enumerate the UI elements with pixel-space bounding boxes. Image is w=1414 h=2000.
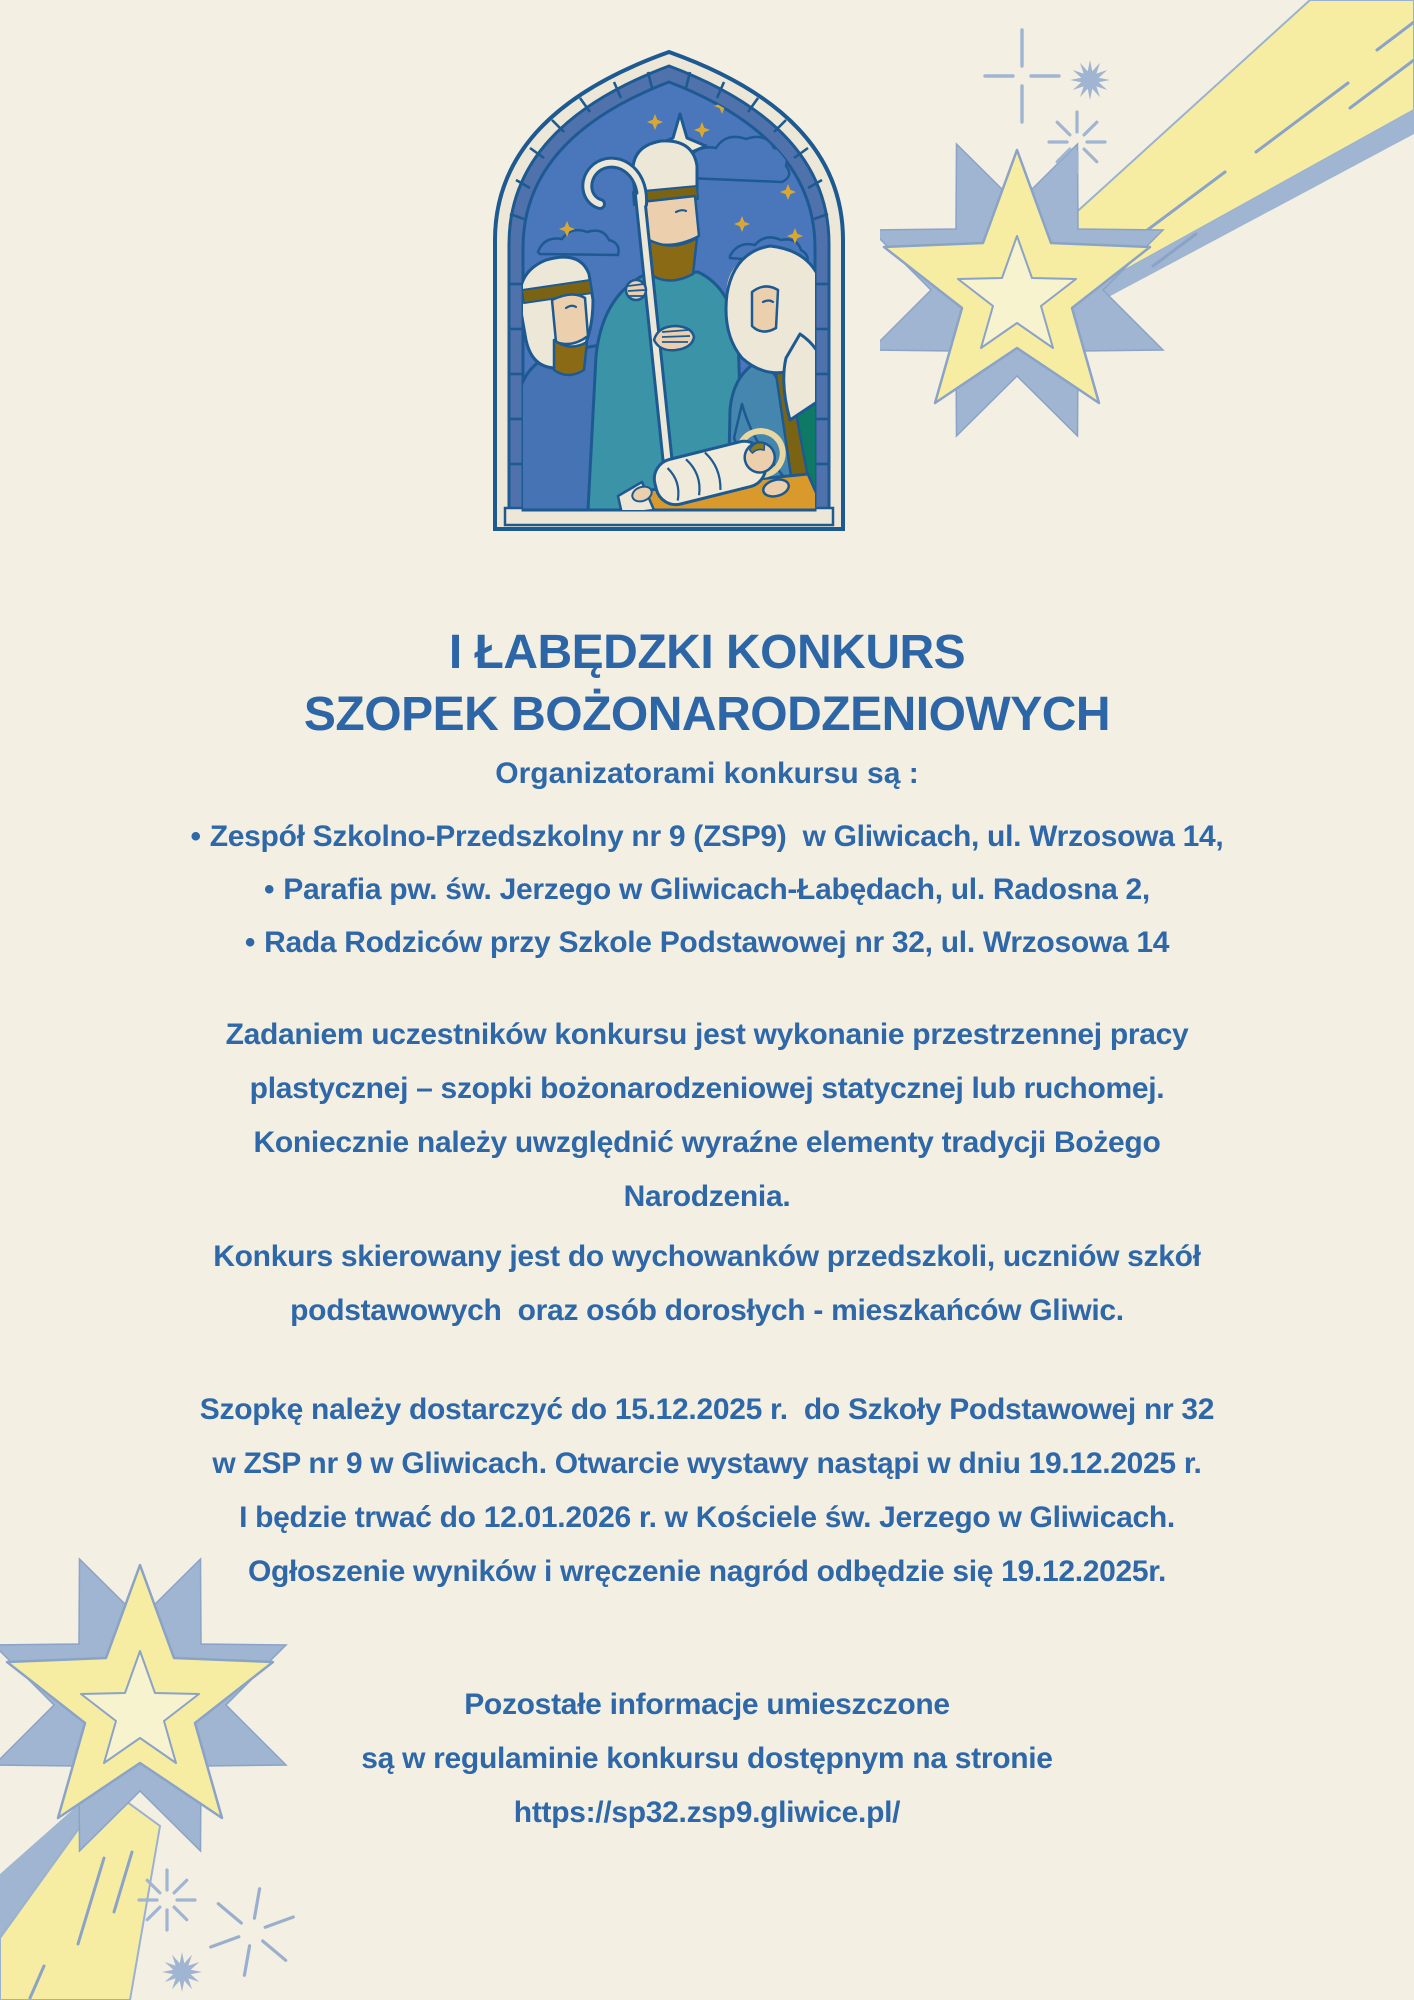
poster-title (0, 622, 1414, 746)
text-line: Szopkę należy dostarczyć do 15.12.2025 r. do Szkoły Podstawowej nr 32 (199, 1393, 1215, 1426)
task-paragraph (0, 1008, 1414, 1224)
text-line: Konkurs skierowany jest do wychowanków przedszkoli, uczniów szkół (213, 1240, 1201, 1273)
nativity-illustration (490, 44, 848, 536)
text-line: są w regulaminie konkursu dostępnym na stronie (361, 1742, 1053, 1775)
organizer-text: Zespół Szkolno-Przedszkolny nr 9 (ZSP9) w Gliwicach, ul. Wrzosowa 14, (209, 820, 1224, 853)
text-line: Narodzenia. (623, 1180, 791, 1213)
organizer-item (0, 810, 1414, 863)
shooting-star-top-right-icon (880, 0, 1414, 460)
sunburst-sparkle-icon (1070, 60, 1110, 100)
text-line: w ZSP nr 9 w Gliwicach. Otwarcie wystawy nastąpi w dniu 19.12.2025 r. (212, 1447, 1202, 1480)
text-line: I będzie trwać do 12.01.2026 r. w Kościele św. Jerzego w Gliwicach. (239, 1501, 1175, 1534)
text-line: Pozostałe informacje umieszczone (464, 1688, 950, 1721)
text-line: Zadaniem uczestników konkursu jest wykonanie przestrzennej pracy (225, 1018, 1189, 1051)
radial-sparkle-icon (139, 1870, 195, 1930)
organizers-section (0, 748, 1414, 969)
asterisk-sparkle-icon (211, 1889, 294, 1976)
bullet-icon: • (244, 926, 256, 959)
text-line: podstawowych oraz osób dorosłych - mieszkańców Gliwic. (290, 1294, 1124, 1327)
organizers-heading: Organizatorami konkursu są : (495, 757, 919, 790)
footer-paragraph (0, 1678, 1414, 1840)
bullet-icon: • (190, 820, 201, 853)
organizer-item (0, 863, 1414, 916)
bullet-icon: • (264, 873, 275, 906)
text-line: plastycznej – szopki bożonarodzeniowej statycznej lub ruchomej. (249, 1072, 1165, 1105)
text-line: Koniecznie należy uwzględnić wyraźne elementy tradycji Bożego (253, 1126, 1161, 1159)
organizer-item (0, 916, 1414, 969)
organizer-text: Parafia pw. św. Jerzego w Gliwicach-Łabędach, ul. Radosna 2, (283, 873, 1150, 906)
title-line-1: I ŁABĘDZKI KONKURS (448, 626, 966, 680)
sunburst-sparkle-icon (162, 1952, 202, 1992)
radial-sparkle-icon (1049, 112, 1105, 172)
delivery-paragraph (0, 1383, 1414, 1599)
title-line-2: SZOPEK BOŻONARODZENIOWYCH (303, 688, 1111, 742)
cross-sparkle-icon (985, 30, 1059, 122)
audience-paragraph (0, 1230, 1414, 1338)
text-line: Ogłoszenie wyników i wręczenie nagród odbędzie się 19.12.2025r. (247, 1555, 1167, 1588)
website-url: https://sp32.zsp9.gliwice.pl/ (513, 1796, 901, 1829)
organizer-text: Rada Rodziców przy Szkole Podstawowej nr 32, ul. Wrzosowa 14 (264, 926, 1170, 959)
